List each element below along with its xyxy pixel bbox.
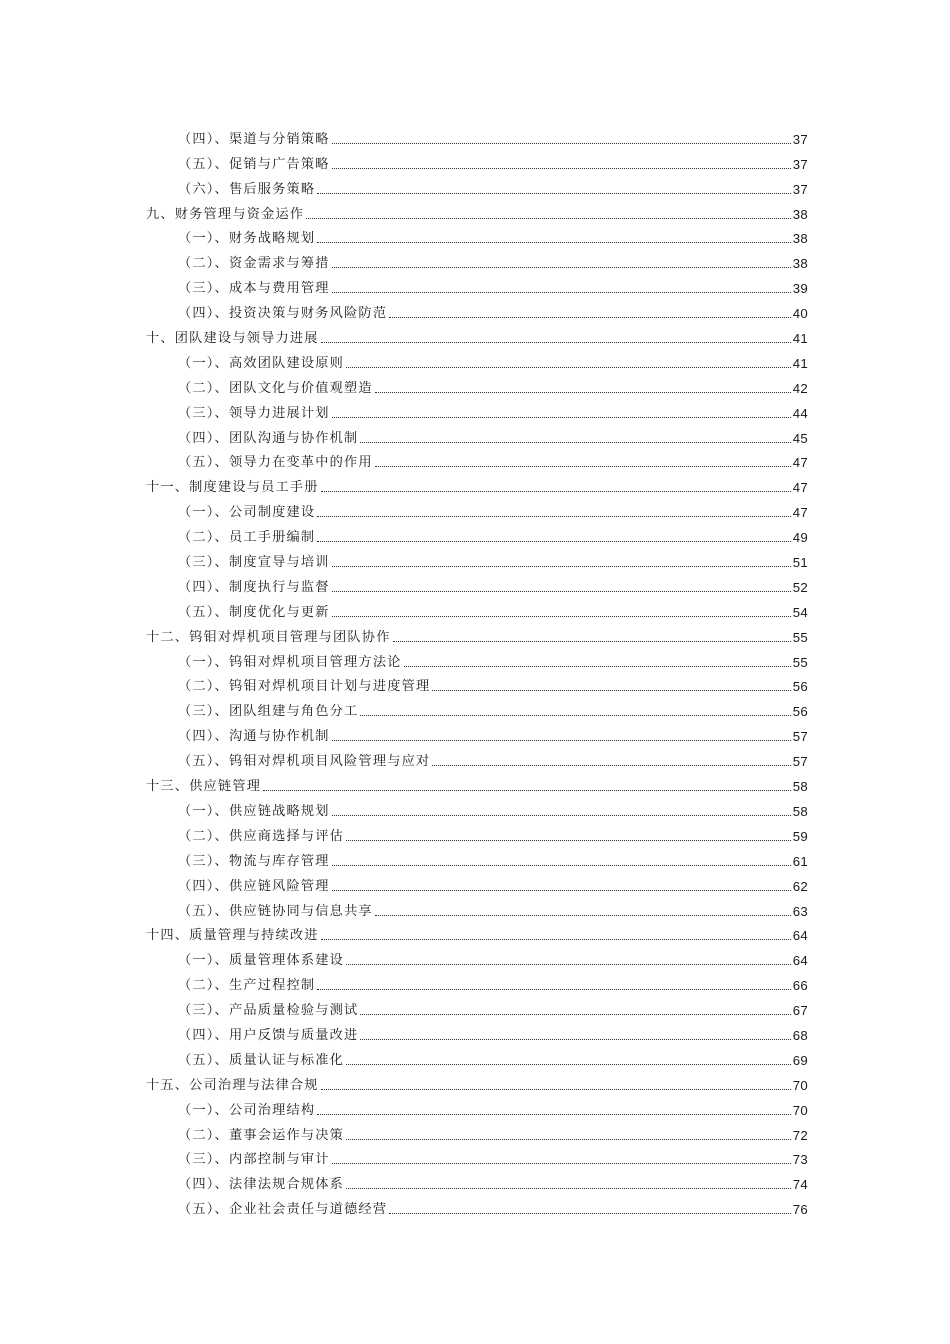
- toc-entry-title: （一）、财务战略规划: [178, 231, 316, 247]
- toc-entry-title: （五）、钨钼对焊机项目风险管理与应对: [178, 754, 431, 770]
- toc-dot-leader: [332, 865, 791, 866]
- toc-page-number: 68: [792, 1027, 808, 1043]
- toc-chapter-entry[interactable]: [146, 921, 808, 946]
- toc-section-entry[interactable]: [146, 597, 808, 622]
- toc-entry-title: （四）、团队沟通与协作机制: [178, 430, 359, 446]
- toc-dot-leader: [306, 218, 790, 219]
- toc-section-entry[interactable]: [146, 497, 808, 522]
- toc-section-entry[interactable]: [146, 1120, 808, 1145]
- toc-entry-title: 十四、质量管理与持续改进: [146, 928, 319, 944]
- toc-page-number: 37: [792, 181, 808, 197]
- toc-section-entry[interactable]: [146, 995, 808, 1020]
- toc-section-entry[interactable]: [146, 124, 808, 149]
- toc-chapter-entry[interactable]: [146, 323, 808, 348]
- toc-section-entry[interactable]: [146, 373, 808, 398]
- toc-section-entry[interactable]: [146, 1194, 808, 1219]
- toc-entry-title: 十三、供应链管理: [146, 779, 262, 795]
- toc-dot-leader: [317, 193, 790, 194]
- toc-section-entry[interactable]: [146, 298, 808, 323]
- toc-page-number: 38: [792, 206, 808, 222]
- toc-section-entry[interactable]: [146, 871, 808, 896]
- toc-dot-leader: [346, 1064, 791, 1065]
- toc-page-number: 45: [792, 430, 808, 446]
- toc-dot-leader: [317, 242, 790, 243]
- toc-page-number: 64: [792, 928, 808, 944]
- toc-page-number: 47: [792, 505, 808, 521]
- toc-entry-title: （一）、钨钼对焊机项目管理方法论: [178, 654, 402, 670]
- toc-page-number: 66: [792, 978, 808, 994]
- toc-section-entry[interactable]: [146, 1020, 808, 1045]
- table-of-contents: [146, 124, 808, 1219]
- toc-entry-title: （六）、售后服务策略: [178, 181, 316, 197]
- toc-section-entry[interactable]: [146, 672, 808, 697]
- toc-dot-leader: [332, 815, 791, 816]
- toc-dot-leader: [332, 616, 791, 617]
- toc-dot-leader: [332, 1163, 791, 1164]
- toc-page-number: 51: [792, 555, 808, 571]
- toc-entry-title: （二）、董事会运作与决策: [178, 1127, 345, 1143]
- toc-section-entry[interactable]: [146, 423, 808, 448]
- toc-dot-leader: [346, 840, 791, 841]
- toc-entry-title: （三）、物流与库存管理: [178, 853, 330, 869]
- toc-page-number: 62: [792, 878, 808, 894]
- toc-page-number: 47: [792, 455, 808, 471]
- toc-entry-title: （四）、沟通与协作机制: [178, 729, 330, 745]
- toc-dot-leader: [389, 317, 791, 318]
- toc-entry-title: 十、团队建设与领导力进展: [146, 331, 319, 347]
- toc-page-number: 56: [792, 704, 808, 720]
- toc-dot-leader: [432, 765, 790, 766]
- toc-entry-title: （三）、制度宣导与培训: [178, 555, 330, 571]
- toc-entry-title: （三）、成本与费用管理: [178, 281, 330, 297]
- toc-chapter-entry[interactable]: [146, 1070, 808, 1095]
- toc-entry-title: （一）、高效团队建设原则: [178, 355, 345, 371]
- toc-chapter-entry[interactable]: [146, 771, 808, 796]
- toc-dot-leader: [346, 964, 791, 965]
- toc-page-number: 37: [792, 156, 808, 172]
- toc-section-entry[interactable]: [146, 945, 808, 970]
- toc-dot-leader: [317, 516, 790, 517]
- toc-dot-leader: [332, 267, 791, 268]
- toc-page-number: 47: [792, 480, 808, 496]
- toc-page-number: 76: [792, 1202, 808, 1218]
- toc-section-entry[interactable]: [146, 721, 808, 746]
- toc-section-entry[interactable]: [146, 547, 808, 572]
- toc-section-entry[interactable]: [146, 522, 808, 547]
- toc-entry-title: （三）、团队组建与角色分工: [178, 704, 359, 720]
- toc-page-number: 55: [792, 629, 808, 645]
- toc-section-entry[interactable]: [146, 1045, 808, 1070]
- toc-dot-leader: [332, 143, 791, 144]
- toc-page-number: 73: [792, 1152, 808, 1168]
- toc-page-number: 42: [792, 380, 808, 396]
- toc-page-number: 57: [792, 754, 808, 770]
- toc-page-number: 44: [792, 405, 808, 421]
- toc-entry-title: （五）、质量认证与标准化: [178, 1052, 345, 1068]
- toc-section-entry[interactable]: [146, 398, 808, 423]
- toc-dot-leader: [332, 890, 791, 891]
- toc-entry-title: （五）、供应链协同与信息共享: [178, 903, 373, 919]
- toc-page-number: 63: [792, 903, 808, 919]
- toc-dot-leader: [346, 1139, 791, 1140]
- toc-dot-leader: [332, 591, 791, 592]
- toc-dot-leader: [317, 1114, 790, 1115]
- toc-dot-leader: [321, 491, 791, 492]
- toc-dot-leader: [432, 690, 790, 691]
- toc-page-number: 37: [792, 131, 808, 147]
- toc-entry-title: （二）、供应商选择与评估: [178, 828, 345, 844]
- toc-dot-leader: [375, 915, 791, 916]
- toc-page-number: 74: [792, 1177, 808, 1193]
- toc-section-entry[interactable]: [146, 1169, 808, 1194]
- toc-entry-title: 十一、制度建设与员工手册: [146, 480, 319, 496]
- toc-entry-title: （二）、员工手册编制: [178, 530, 316, 546]
- toc-entry-title: （五）、促销与广告策略: [178, 156, 330, 172]
- toc-page-number: 55: [792, 654, 808, 670]
- toc-dot-leader: [321, 342, 791, 343]
- toc-dot-leader: [389, 1213, 791, 1214]
- toc-entry-title: （一）、公司治理结构: [178, 1102, 316, 1118]
- toc-section-entry[interactable]: [146, 448, 808, 473]
- toc-dot-leader: [360, 442, 790, 443]
- toc-page-number: 41: [792, 355, 808, 371]
- toc-dot-leader: [321, 939, 791, 940]
- toc-entry-title: 十五、公司治理与法律合规: [146, 1077, 319, 1093]
- toc-dot-leader: [346, 1188, 791, 1189]
- toc-page-number: 38: [792, 231, 808, 247]
- toc-dot-leader: [375, 466, 791, 467]
- toc-page-number: 57: [792, 729, 808, 745]
- toc-dot-leader: [346, 367, 791, 368]
- toc-chapter-entry[interactable]: [146, 199, 808, 224]
- toc-page-number: 54: [792, 604, 808, 620]
- toc-section-entry[interactable]: [146, 174, 808, 199]
- toc-section-entry[interactable]: [146, 1145, 808, 1170]
- toc-page-number: 69: [792, 1052, 808, 1068]
- toc-entry-title: （四）、法律法规合规体系: [178, 1177, 345, 1193]
- toc-page-number: 64: [792, 953, 808, 969]
- toc-dot-leader: [321, 1089, 791, 1090]
- toc-dot-leader: [360, 1014, 790, 1015]
- toc-page-number: 41: [792, 331, 808, 347]
- toc-page-number: 58: [792, 779, 808, 795]
- toc-page-number: 56: [792, 679, 808, 695]
- toc-chapter-entry[interactable]: [146, 622, 808, 647]
- toc-dot-leader: [332, 566, 791, 567]
- toc-page-number: 38: [792, 256, 808, 272]
- toc-entry-title: （一）、供应链战略规划: [178, 803, 330, 819]
- toc-entry-title: （一）、公司制度建设: [178, 505, 316, 521]
- toc-section-entry[interactable]: [146, 896, 808, 921]
- toc-section-entry[interactable]: [146, 696, 808, 721]
- toc-dot-leader: [360, 1039, 790, 1040]
- toc-page-number: 70: [792, 1102, 808, 1118]
- toc-page-number: 59: [792, 828, 808, 844]
- toc-section-entry[interactable]: [146, 572, 808, 597]
- toc-entry-title: 十二、钨钼对焊机项目管理与团队协作: [146, 629, 391, 645]
- toc-dot-leader: [317, 541, 790, 542]
- toc-entry-title: （一）、质量管理体系建设: [178, 953, 345, 969]
- toc-entry-title: 九、财务管理与资金运作: [146, 206, 305, 222]
- toc-entry-title: （三）、产品质量检验与测试: [178, 1003, 359, 1019]
- toc-dot-leader: [263, 790, 791, 791]
- toc-dot-leader: [360, 715, 790, 716]
- toc-entry-title: （三）、内部控制与审计: [178, 1152, 330, 1168]
- toc-dot-leader: [404, 666, 791, 667]
- toc-entry-title: （四）、投资决策与财务风险防范: [178, 306, 388, 322]
- toc-page-number: 40: [792, 306, 808, 322]
- toc-entry-title: （二）、钨钼对焊机项目计划与进度管理: [178, 679, 431, 695]
- toc-page-number: 49: [792, 530, 808, 546]
- toc-dot-leader: [332, 292, 791, 293]
- toc-entry-title: （五）、领导力在变革中的作用: [178, 455, 373, 471]
- toc-dot-leader: [317, 989, 790, 990]
- toc-section-entry[interactable]: [146, 970, 808, 995]
- toc-page-number: 67: [792, 1003, 808, 1019]
- toc-page-number: 61: [792, 853, 808, 869]
- toc-dot-leader: [393, 641, 791, 642]
- toc-section-entry[interactable]: [146, 348, 808, 373]
- toc-section-entry[interactable]: [146, 821, 808, 846]
- toc-section-entry[interactable]: [146, 224, 808, 249]
- toc-page-number: 70: [792, 1077, 808, 1093]
- toc-section-entry[interactable]: [146, 273, 808, 298]
- toc-section-entry[interactable]: [146, 248, 808, 273]
- toc-entry-title: （二）、团队文化与价值观塑造: [178, 380, 373, 396]
- toc-dot-leader: [332, 740, 791, 741]
- toc-page-number: 39: [792, 281, 808, 297]
- toc-entry-title: （四）、用户反馈与质量改进: [178, 1027, 359, 1043]
- toc-entry-title: （五）、制度优化与更新: [178, 604, 330, 620]
- toc-section-entry[interactable]: [146, 1095, 808, 1120]
- toc-section-entry[interactable]: [146, 796, 808, 821]
- toc-dot-leader: [332, 168, 791, 169]
- toc-chapter-entry[interactable]: [146, 472, 808, 497]
- toc-section-entry[interactable]: [146, 647, 808, 672]
- toc-entry-title: （二）、生产过程控制: [178, 978, 316, 994]
- toc-entry-title: （四）、制度执行与监督: [178, 579, 330, 595]
- toc-entry-title: （四）、供应链风险管理: [178, 878, 330, 894]
- toc-page-number: 58: [792, 803, 808, 819]
- toc-dot-leader: [375, 392, 791, 393]
- toc-section-entry[interactable]: [146, 149, 808, 174]
- toc-page-number: 72: [792, 1127, 808, 1143]
- toc-entry-title: （五）、企业社会责任与道德经营: [178, 1202, 388, 1218]
- toc-entry-title: （三）、领导力进展计划: [178, 405, 330, 421]
- toc-entry-title: （四）、渠道与分销策略: [178, 131, 330, 147]
- toc-page-number: 52: [792, 579, 808, 595]
- toc-entry-title: （二）、资金需求与筹措: [178, 256, 330, 272]
- toc-section-entry[interactable]: [146, 746, 808, 771]
- toc-dot-leader: [332, 417, 791, 418]
- toc-section-entry[interactable]: [146, 846, 808, 871]
